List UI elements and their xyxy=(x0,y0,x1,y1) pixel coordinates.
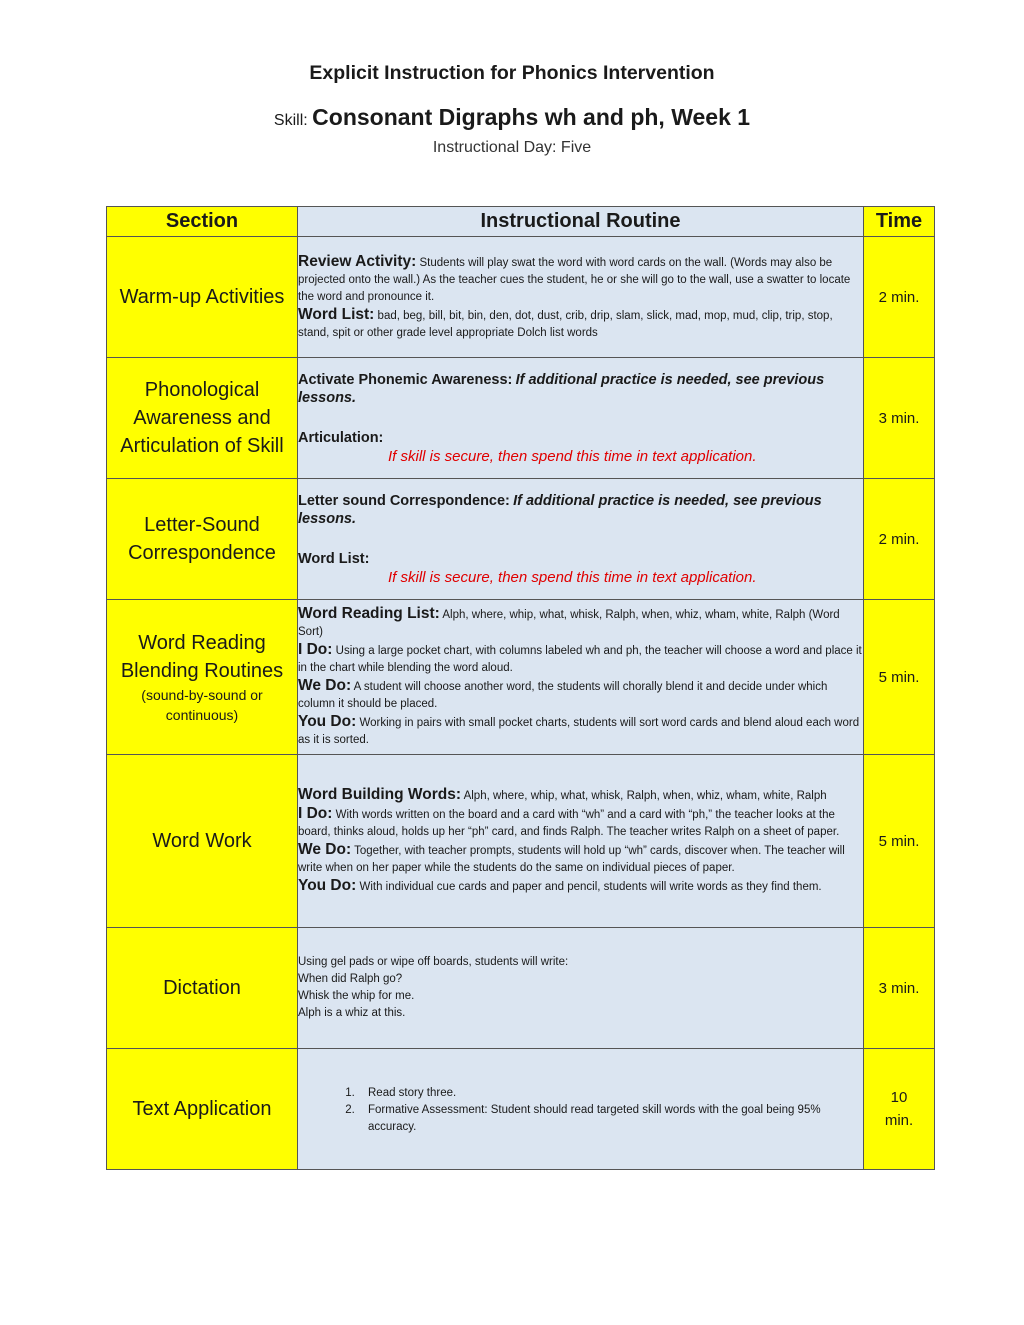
word-reading-list-label: Word Reading List: xyxy=(298,605,440,622)
routine-cell xyxy=(298,600,864,755)
dictation-line: Using gel pads or wipe off boards, students will write: xyxy=(298,956,569,968)
header-section: Section xyxy=(107,207,298,237)
section-cell: Phonological Awareness and Articulation of Skill xyxy=(107,358,298,479)
section-cell: Text Application xyxy=(107,1049,298,1170)
table-header-row xyxy=(107,207,935,237)
we-do-label: We Do: xyxy=(298,677,352,694)
table-row-letter-sound xyxy=(107,479,935,600)
routine-cell xyxy=(298,479,864,600)
table-row-phonological xyxy=(107,358,935,479)
you-do-text: With individual cue cards and paper and pencil, students will write words as they find them. xyxy=(359,881,822,893)
secure-note: If skill is secure, then spend this time in text application. xyxy=(388,568,757,586)
word-list-text: bad, beg, bill, bit, bin, den, dot, dust, crib, drip, slam, slick, mad, mop, mud, clip, trip, stop, stand, spit or other grade level appropriate Dolch list words xyxy=(298,309,833,339)
routine-cell xyxy=(298,755,864,928)
table-row-word-work xyxy=(107,755,935,928)
skill-prefix: Skill: xyxy=(273,112,308,129)
table-row-dictation xyxy=(107,928,935,1049)
table-row-text-application xyxy=(107,1049,935,1170)
word-list-label: Word List: xyxy=(298,550,370,567)
dictation-line: Alph is a whiz at this. xyxy=(298,1007,406,1019)
time-cell: 5 min. xyxy=(864,755,935,928)
time-cell: 10 min. xyxy=(864,1049,935,1170)
word-building-label: Word Building Words: xyxy=(298,786,462,803)
we-do-text: A student will choose another word, the students will chorally blend it and decide under which column it should be placed. xyxy=(298,681,828,710)
list-item: 1. Read story three. xyxy=(358,1085,863,1102)
routine-cell xyxy=(298,928,864,1049)
time-cell: 3 min. xyxy=(864,358,935,479)
i-do-label: I Do: xyxy=(298,641,333,658)
skill-title: Consonant Digraphs wh and ph, Week 1 xyxy=(312,104,751,130)
section-cell: Warm-up Activities xyxy=(107,237,298,358)
text-application-list xyxy=(298,1085,863,1136)
time-cell: 2 min. xyxy=(864,237,935,358)
i-do-label: I Do: xyxy=(298,805,333,822)
time-cell: 2 min. xyxy=(864,479,935,600)
section-title: Word Reading Blending Routines xyxy=(120,632,284,682)
i-do-text: Using a large pocket chart, with columns labeled wh and ph, the teacher will choose a word and place it in the chart while blending the word aloud. xyxy=(298,645,862,674)
time-cell: 5 min. xyxy=(864,600,935,755)
header-routine: Instructional Routine xyxy=(298,207,864,237)
articulation-label: Articulation: xyxy=(298,429,384,446)
we-do-label: We Do: xyxy=(298,841,352,858)
table-row-warmup xyxy=(107,237,935,358)
review-activity-text: Students will play swat the word with word cards on the wall. (Words may also be projected onto the wall.) As the teacher cues the student, he or she will go to the wall, use a swatter to locate the word and pronounce it. xyxy=(298,256,851,303)
section-cell: Word Work xyxy=(107,755,298,928)
time-cell: 3 min. xyxy=(864,928,935,1049)
lesson-table xyxy=(106,206,935,1170)
routine-cell xyxy=(298,1049,864,1170)
i-do-text: With words written on the board and a card with “wh” and a card with “ph,” the teacher looks at the board, thinks aloud, holds up her “ph” card, and finds Ralph. The teacher writes Ralph on a sheet of paper. xyxy=(298,809,840,838)
word-reading-list-text: Alph, where, whip, what, whisk, Ralph, when, whiz, wham, white, Ralph (Word Sort) xyxy=(298,609,840,638)
instructional-day: Instructional Day: Five xyxy=(432,139,592,156)
header-time: Time xyxy=(864,207,935,237)
review-activity-label: Review Activity: xyxy=(298,252,417,270)
section-subtitle: (sound-by-sound or continuous) xyxy=(141,687,263,723)
word-list-label: Word List: xyxy=(298,305,375,323)
list-item: 2. Formative Assessment: Student should read targeted skill words with the goal being 95% accuracy. xyxy=(358,1102,863,1136)
table-row-word-reading xyxy=(107,600,935,755)
secure-note: If skill is secure, then spend this time in text application. xyxy=(388,447,757,465)
skill-line xyxy=(0,104,1024,131)
section-cell: Dictation xyxy=(107,928,298,1049)
you-do-label: You Do: xyxy=(298,713,357,730)
routine-cell xyxy=(298,358,864,479)
activate-label: Activate Phonemic Awareness: xyxy=(298,371,513,388)
section-cell: Letter-Sound Correspondence xyxy=(107,479,298,600)
page-title: Explicit Instruction for Phonics Intervention xyxy=(309,62,715,84)
routine-cell xyxy=(298,237,864,358)
dictation-line: Whisk the whip for me. xyxy=(298,990,415,1002)
section-cell xyxy=(107,600,298,755)
dictation-line: When did Ralph go? xyxy=(298,973,403,985)
you-do-text: Working in pairs with small pocket charts, students will sort word cards and blend aloud each word as it is sorted. xyxy=(298,717,860,746)
activate-note: If additional practice is needed, see previous lessons. xyxy=(298,371,825,406)
word-building-text: Alph, where, whip, what, whisk, Ralph, when, whiz, wham, white, Ralph xyxy=(463,790,827,802)
lsc-note: If additional practice is needed, see previous lessons. xyxy=(298,492,822,527)
lsc-label: Letter sound Correspondence: xyxy=(298,492,510,509)
we-do-text: Together, with teacher prompts, students will hold up “wh” cards, discover when. The teacher will write when on her paper while the students do the same on individual pieces of paper. xyxy=(298,845,845,874)
you-do-label: You Do: xyxy=(298,877,357,894)
